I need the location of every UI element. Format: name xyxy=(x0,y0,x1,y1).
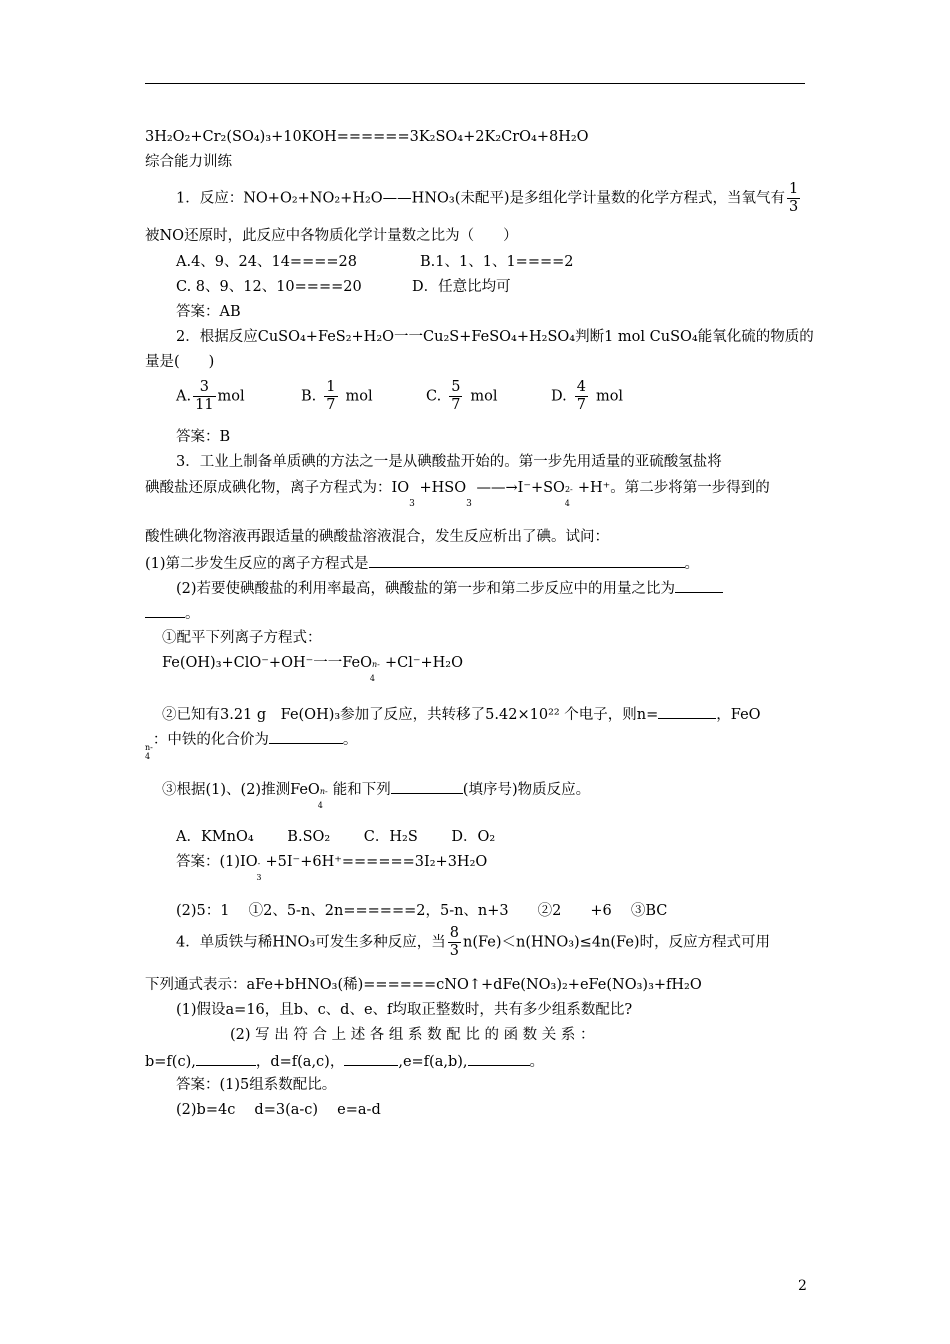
q3-part1: (1)第二步发生反应的离子方程式是 。 xyxy=(145,553,699,573)
q1-answer: 答案：AB xyxy=(176,304,241,320)
header-rule xyxy=(145,83,805,84)
q3-sub1-equation: Fe(OH)₃+ClO⁻+OH⁻一一FeO$_{n-4}$+Cl⁻+H₂O xyxy=(162,655,463,683)
q1-stem-cont: 被NO还原时，此反应中各物质化学计量数之比为（ ） xyxy=(145,228,518,244)
q1-option-b: B.1、1、1、1====2 xyxy=(420,254,574,270)
q3-stem-equation: 碘酸盐还原成碘化物，离子方程式为：$IO_3 +HSO_3$ $——\to I^-+SO_{2-4}+H^+$。第二步将第一步得到的 xyxy=(145,480,770,509)
q3-sub2-blank-valence[interactable] xyxy=(269,729,343,744)
section-title: 综合能力训练 xyxy=(145,154,232,170)
q4-answer-2: (2)b=4c d=3(a-c) e=a-d xyxy=(176,1102,381,1118)
q2-option-d-fraction: $\frac{4}{7}$ xyxy=(576,379,586,413)
q1-stem: 1．反应：NO+O₂+NO₂+H₂O——HNO₃(未配平)是多组化学计量数的化学方程式，当氧气有 $\frac{1}{3}$ xyxy=(176,181,799,215)
q4-blank-d[interactable] xyxy=(344,1051,398,1066)
q2-option-b-fraction: $\frac{1}{7}$ xyxy=(326,379,336,413)
q3-sub1: ①配平下列离子方程式： xyxy=(162,630,322,646)
q2-stem: 2．根据反应CuSO₄+FeS₂+H₂O一一Cu₂S+FeSO₄+H₂SO₄判断1 mol CuSO₄能氧化硫的物质的 xyxy=(176,329,814,345)
q4-answer: 答案：(1)5组系数配比。 xyxy=(176,1077,337,1093)
q3-sub3-options: A．KMnO₄ B.SO₂ C．H₂S D．O₂ xyxy=(176,829,496,845)
q1-option-c: C. 8、9、12、10====20 xyxy=(176,279,362,295)
q3-sub3: ③根据(1)、(2)推测FeO$_{n-4}$能和下列 (填序号)物质反应。 xyxy=(162,779,590,801)
q1-option-d: D．任意比均可 xyxy=(412,279,511,295)
q3-part2-blank-b[interactable] xyxy=(145,603,185,618)
q2-answer: 答案：B xyxy=(176,429,231,445)
q3-sub2-blank-n[interactable] xyxy=(658,704,716,719)
q4-part2: (2) 写 出 符 合 上 述 各 组 系 数 配 比 的 函 数 关 系 ： xyxy=(230,1027,595,1043)
q3-stem-cont: 酸性碘化物溶液再跟适量的碘酸盐溶液混合，发生反应析出了碘。试问： xyxy=(145,529,609,545)
q3-sub2: ②已知有3.21 g Fe(OH)₃参加了反应，共转移了5.42×10²² 个电子，则n= ，FeO xyxy=(162,704,761,724)
q4-fraction: $\frac{8}{3}$ xyxy=(449,925,459,959)
q3-part1-blank[interactable] xyxy=(369,553,685,568)
q2-option-b: B. $\frac{1}{7}$ mol xyxy=(301,379,373,413)
q4-general-equation: 下列通式表示：aFe+bHNO₃(稀)======cNO↑+dFe(NO₃)₂+eFe(NO₃)₃+fH₂O xyxy=(145,977,702,993)
q3-sub2-subscript: 4 xyxy=(145,752,151,761)
q2-option-d: D. $\frac{4}{7}$ mol xyxy=(551,379,624,413)
page-number: 2 xyxy=(798,1278,807,1294)
q3-part2-blank-a[interactable] xyxy=(675,578,723,593)
q2-option-c: C. $\frac{5}{7}$ mol xyxy=(426,379,498,413)
q3-answer: 答案：$(1)IO_{-3}+5I^-+6H^+======3I_2+3H_2O$ xyxy=(176,854,488,882)
q3-stem: 3．工业上制备单质碘的方法之一是从碘酸盐开始的。第一步先用适量的亚硫酸氢盐将 xyxy=(176,454,722,470)
q4-stem: 4．单质铁与稀HNO₃可发生多种反应，当 $\frac{8}{3}$ n(Fe)＜n(HNO₃)≤4n(Fe)时，反应方程式可用 xyxy=(176,925,771,959)
q3-answer-2: (2)5：1 ①2、5-n、2n======2，5-n、n+3 ②2 +6 ③BC xyxy=(176,903,668,919)
q1-option-a: A.4、9、24、14====28 xyxy=(176,254,357,270)
q2-option-a-fraction: $\frac{3}{11}$ xyxy=(195,379,214,413)
q1-fraction: $\frac{1}{3}$ xyxy=(789,181,799,215)
q3-sub3-blank[interactable] xyxy=(391,779,463,794)
q4-blank-b[interactable] xyxy=(196,1051,256,1066)
top-equation: 3H₂O₂+Cr₂(SO₄)₃+10KOH======3K₂SO₄+2K₂CrO₄+8H₂O xyxy=(145,129,589,145)
q2-stem-cont: 量是( ) xyxy=(145,354,215,370)
q2-option-a: A. $\frac{3}{11}$ mol xyxy=(176,379,245,413)
q3-sub2-cont: $_{n-}$：中铁的化合价为 。 xyxy=(145,729,357,751)
q3-part2-cont: 。 xyxy=(145,603,200,623)
q4-part2-cont: b=f(c), ，d=f(a,c)， ,e=f(a,b), 。 xyxy=(145,1051,544,1071)
q2-option-c-fraction: $\frac{5}{7}$ xyxy=(451,379,461,413)
q4-blank-e[interactable] xyxy=(468,1051,530,1066)
q3-part2: (2)若要使碘酸盐的利用率最高，碘酸盐的第一步和第二步反应中的用量之比为 xyxy=(176,578,723,598)
q4-part1: (1)假设a=16，且b、c、d、e、f均取正整数时，共有多少组系数配比? xyxy=(176,1002,633,1018)
